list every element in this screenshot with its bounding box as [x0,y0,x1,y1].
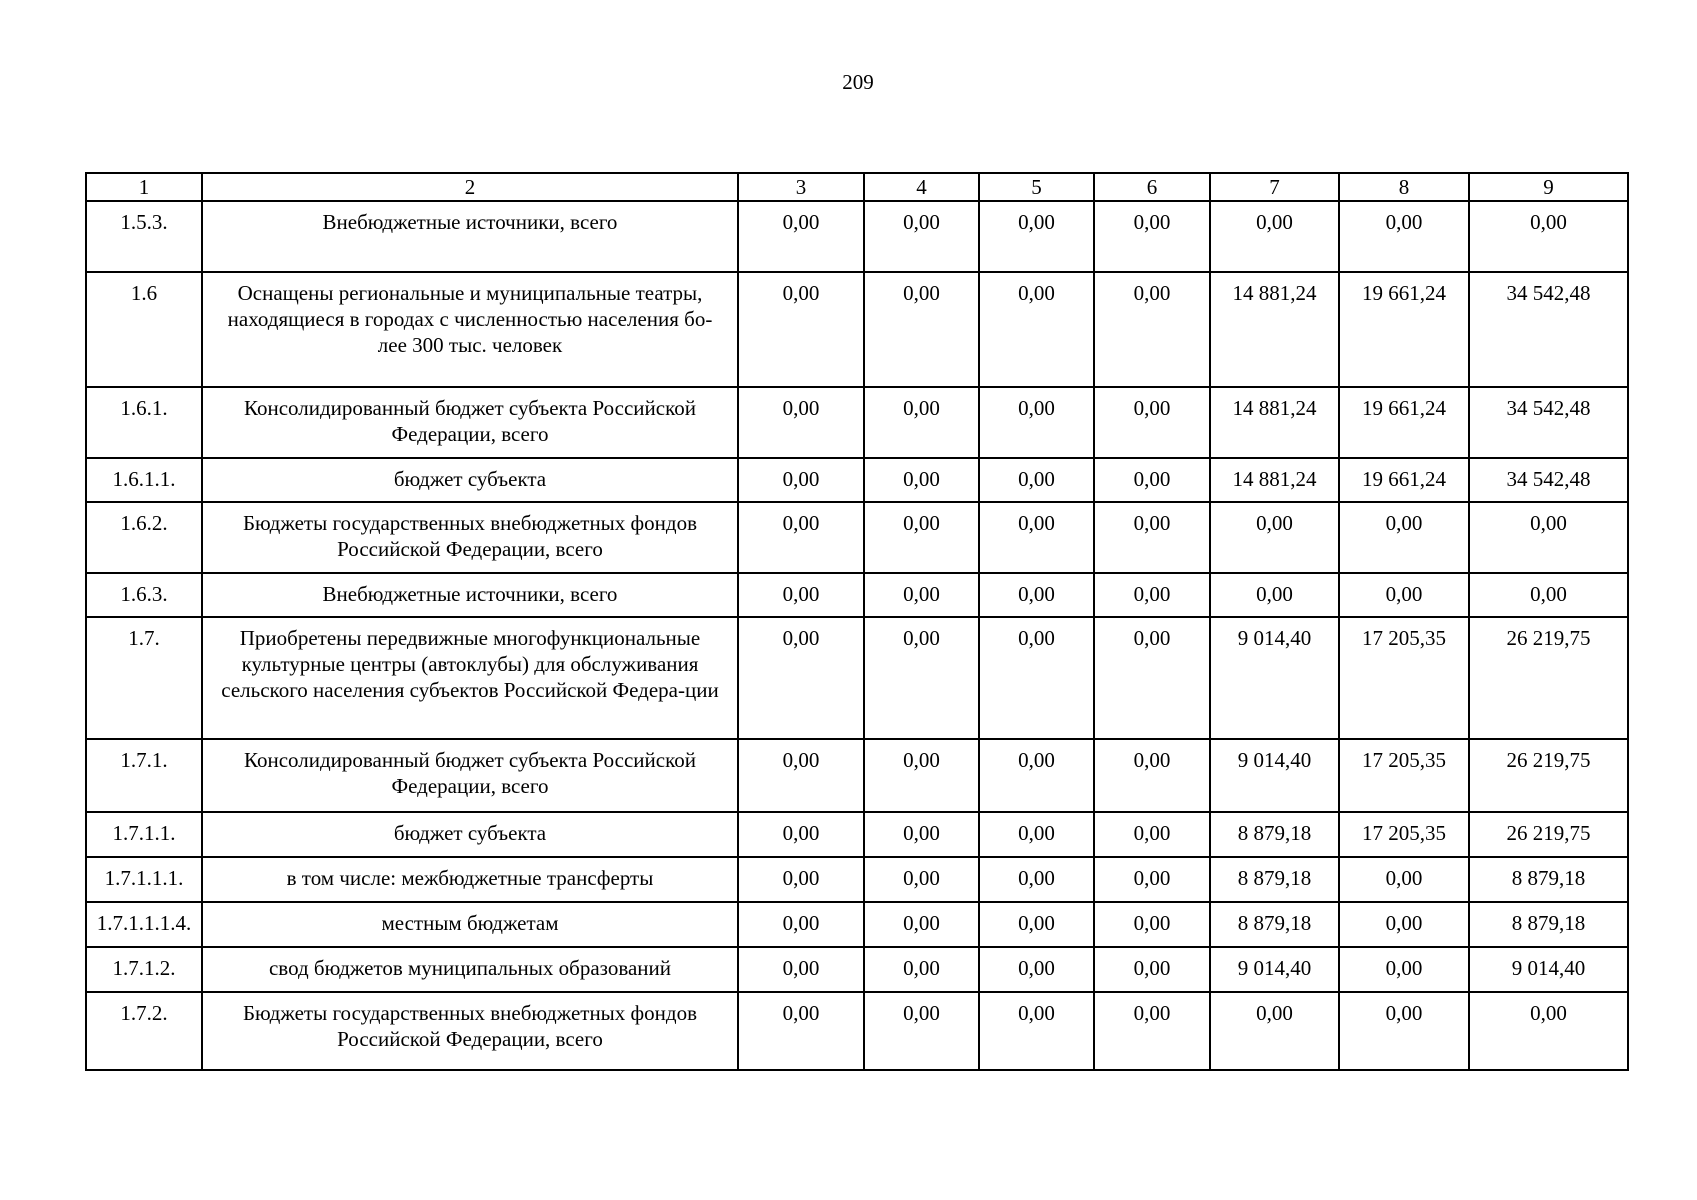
row-description: бюджет субъекта [202,458,738,502]
row-value: 0,00 [1210,201,1339,272]
table-row [86,947,1628,992]
column-header: 8 [1339,173,1469,201]
row-value: 0,00 [979,992,1094,1070]
row-value: 9 014,40 [1210,947,1339,992]
row-value: 0,00 [864,502,979,573]
row-value: 14 881,24 [1210,272,1339,387]
row-value: 8 879,18 [1469,902,1628,947]
row-value: 0,00 [1469,992,1628,1070]
row-value: 17 205,35 [1339,812,1469,857]
row-description: Внебюджетные источники, всего [202,201,738,272]
row-value: 0,00 [1210,573,1339,617]
row-value: 0,00 [738,573,864,617]
table-header-row [86,173,1628,201]
row-value: 0,00 [1094,947,1210,992]
row-value: 0,00 [864,617,979,739]
row-value: 0,00 [979,857,1094,902]
row-value: 0,00 [864,573,979,617]
column-header: 7 [1210,173,1339,201]
row-value: 17 205,35 [1339,617,1469,739]
row-value: 0,00 [738,947,864,992]
row-value: 0,00 [979,902,1094,947]
row-value: 0,00 [864,992,979,1070]
row-value: 8 879,18 [1210,857,1339,902]
row-value: 0,00 [1094,857,1210,902]
row-value: 19 661,24 [1339,272,1469,387]
row-value: 34 542,48 [1469,458,1628,502]
row-value: 0,00 [738,387,864,458]
row-description: бюджет субъекта [202,812,738,857]
row-code: 1.6.2. [86,502,202,573]
table-row [86,739,1628,812]
row-value: 0,00 [979,272,1094,387]
row-value: 26 219,75 [1469,617,1628,739]
row-value: 0,00 [1339,947,1469,992]
row-code: 1.7.1.1. [86,812,202,857]
row-description: Приобретены передвижные многофункциональные культурные центры (автоклубы) для обслуживания сельского населения субъектов Российской Федера-ции [202,617,738,739]
budget-table [85,172,1629,1071]
row-value: 0,00 [1339,857,1469,902]
row-value: 0,00 [1210,502,1339,573]
row-description: в том числе: межбюджетные трансферты [202,857,738,902]
row-value: 9 014,40 [1210,617,1339,739]
column-header: 1 [86,173,202,201]
row-value: 0,00 [1339,902,1469,947]
row-value: 0,00 [1469,502,1628,573]
row-code: 1.6.3. [86,573,202,617]
row-value: 0,00 [738,502,864,573]
row-value: 0,00 [1094,502,1210,573]
column-header: 9 [1469,173,1628,201]
row-value: 0,00 [738,617,864,739]
row-code: 1.6 [86,272,202,387]
row-description: местным бюджетам [202,902,738,947]
row-value: 0,00 [979,201,1094,272]
row-value: 0,00 [979,739,1094,812]
table-row [86,573,1628,617]
row-value: 0,00 [1094,902,1210,947]
table-row [86,812,1628,857]
row-value: 8 879,18 [1469,857,1628,902]
row-value: 0,00 [1469,201,1628,272]
column-header: 6 [1094,173,1210,201]
column-header: 2 [202,173,738,201]
page-number: 209 [842,70,874,94]
row-value: 0,00 [738,739,864,812]
row-value: 0,00 [738,458,864,502]
row-value: 34 542,48 [1469,387,1628,458]
row-value: 0,00 [979,458,1094,502]
row-description: Внебюджетные источники, всего [202,573,738,617]
row-description: Бюджеты государственных внебюджетных фондов Российской Федерации, всего [202,992,738,1070]
row-code: 1.7. [86,617,202,739]
table-row [86,458,1628,502]
row-value: 0,00 [979,387,1094,458]
column-header: 4 [864,173,979,201]
row-value: 9 014,40 [1469,947,1628,992]
row-value: 0,00 [1339,992,1469,1070]
row-value: 0,00 [1094,201,1210,272]
row-value: 0,00 [1094,617,1210,739]
row-value: 0,00 [864,458,979,502]
row-value: 0,00 [738,201,864,272]
row-value: 0,00 [979,502,1094,573]
row-value: 19 661,24 [1339,458,1469,502]
row-description: Консолидированный бюджет субъекта Российской Федерации, всего [202,739,738,812]
row-value: 0,00 [1094,739,1210,812]
row-value: 0,00 [864,902,979,947]
row-value: 0,00 [864,387,979,458]
row-value: 0,00 [1094,387,1210,458]
row-value: 0,00 [864,857,979,902]
table-row [86,201,1628,272]
row-value: 0,00 [864,272,979,387]
row-value: 0,00 [738,272,864,387]
table-row [86,502,1628,573]
row-description: Консолидированный бюджет субъекта Российской Федерации, всего [202,387,738,458]
column-header: 5 [979,173,1094,201]
row-code: 1.7.2. [86,992,202,1070]
row-value: 19 661,24 [1339,387,1469,458]
row-description: Оснащены региональные и муниципальные театры, находящиеся в городах с численностью населения бо-лее 300 тыс. человек [202,272,738,387]
table-row [86,992,1628,1070]
row-value: 26 219,75 [1469,812,1628,857]
column-header: 3 [738,173,864,201]
row-value: 8 879,18 [1210,902,1339,947]
row-value: 14 881,24 [1210,458,1339,502]
row-description: свод бюджетов муниципальных образований [202,947,738,992]
row-value: 0,00 [1339,201,1469,272]
row-value: 0,00 [1094,272,1210,387]
row-code: 1.6.1. [86,387,202,458]
row-code: 1.7.1.2. [86,947,202,992]
row-value: 9 014,40 [1210,739,1339,812]
row-value: 0,00 [1094,458,1210,502]
row-value: 14 881,24 [1210,387,1339,458]
table-row [86,387,1628,458]
row-value: 17 205,35 [1339,739,1469,812]
table-row [86,272,1628,387]
row-value: 26 219,75 [1469,739,1628,812]
row-value: 8 879,18 [1210,812,1339,857]
row-value: 0,00 [979,573,1094,617]
row-value: 34 542,48 [1469,272,1628,387]
row-code: 1.6.1.1. [86,458,202,502]
row-code: 1.7.1. [86,739,202,812]
row-value: 0,00 [1210,992,1339,1070]
row-description: Бюджеты государственных внебюджетных фондов Российской Федерации, всего [202,502,738,573]
row-value: 0,00 [1469,573,1628,617]
row-code: 1.7.1.1.1. [86,857,202,902]
row-value: 0,00 [738,857,864,902]
table-row [86,902,1628,947]
row-code: 1.5.3. [86,201,202,272]
row-value: 0,00 [979,947,1094,992]
row-value: 0,00 [1094,992,1210,1070]
row-value: 0,00 [738,902,864,947]
row-code: 1.7.1.1.1.4. [86,902,202,947]
table-row [86,857,1628,902]
row-value: 0,00 [738,992,864,1070]
row-value: 0,00 [1094,812,1210,857]
row-value: 0,00 [1339,502,1469,573]
row-value: 0,00 [738,812,864,857]
row-value: 0,00 [864,739,979,812]
row-value: 0,00 [864,812,979,857]
row-value: 0,00 [864,201,979,272]
table-row [86,617,1628,739]
row-value: 0,00 [864,947,979,992]
row-value: 0,00 [1094,573,1210,617]
row-value: 0,00 [979,617,1094,739]
row-value: 0,00 [979,812,1094,857]
row-value: 0,00 [1339,573,1469,617]
